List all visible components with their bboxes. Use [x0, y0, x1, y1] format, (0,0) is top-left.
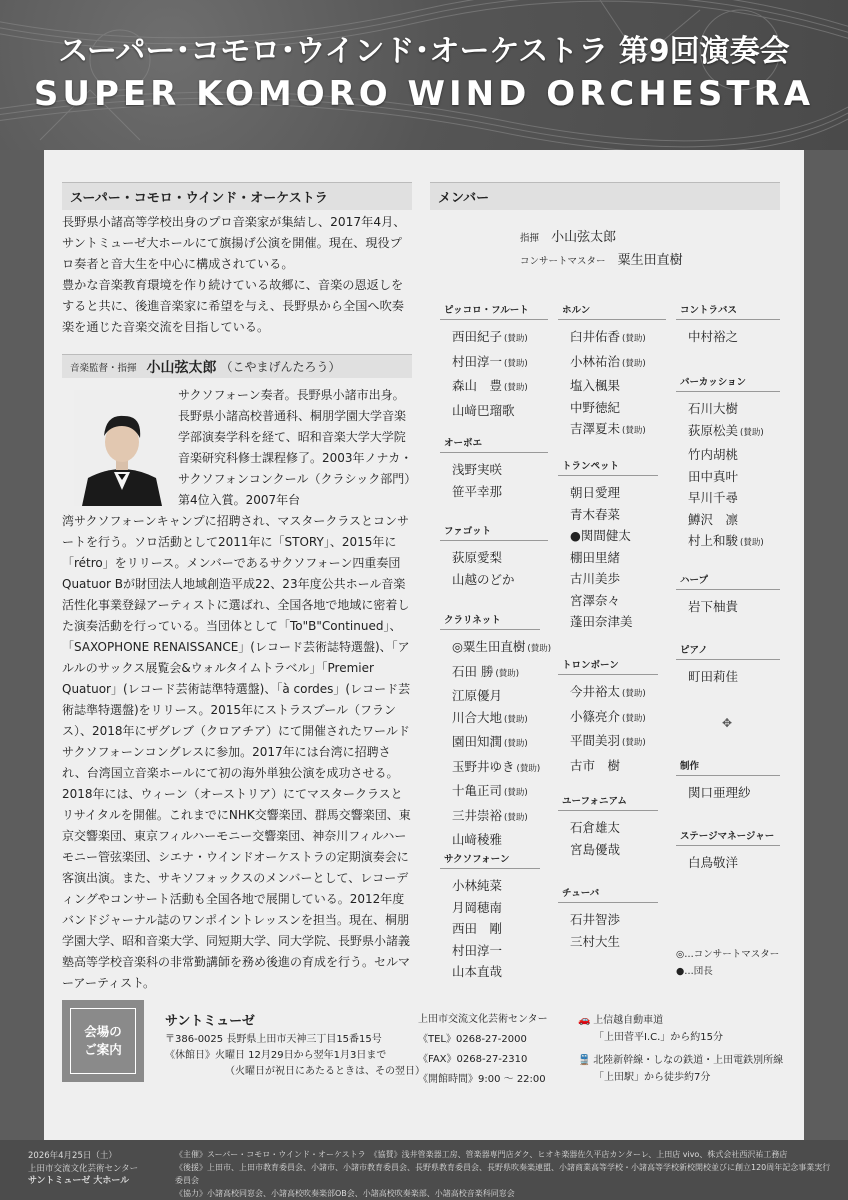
- player-entry: [570, 755, 658, 777]
- player-name: 西田紀子: [452, 329, 503, 344]
- player-name: 石川大樹: [688, 401, 739, 416]
- player-name: 岩下柚貴: [688, 599, 739, 614]
- player-name: 山越のどか: [452, 571, 515, 587]
- player-entry: [570, 706, 658, 731]
- player-entry: [452, 731, 540, 756]
- player-entry: [452, 897, 540, 919]
- player-name: 笹平幸那: [452, 483, 503, 499]
- player-name: 古川美歩: [570, 571, 621, 586]
- footer-cooperation: 《協力》小諸高校同窓会、小諸高校吹奏楽部OB会、小諸高校吹奏楽部、小諸高校音楽科同窓会: [175, 1189, 515, 1198]
- player-support-mark: (賛助): [504, 383, 528, 393]
- player-entry: [452, 756, 540, 781]
- venue-box-label-1: 会場の: [84, 1024, 122, 1039]
- instrument-section-heading: クラリネット: [440, 612, 540, 630]
- player-name: 白鳥敬洋: [688, 855, 739, 870]
- concert-title: スーパー･コモロ･ウインド･オーケストラ 第9回演奏会: [58, 34, 790, 69]
- conductor-member-name: 小山弦太郎: [551, 230, 617, 245]
- access-train-1: 北陸新幹線・しなの鉄道・上田電鉄別所線: [593, 1055, 784, 1066]
- player-entry: [570, 817, 658, 839]
- player-entry: [688, 466, 780, 488]
- player-name: 塩入楓果: [570, 378, 621, 393]
- orchestra-intro: [62, 212, 412, 338]
- player-name: 村田淳一: [452, 353, 503, 369]
- members-heading: メンバー: [430, 182, 780, 210]
- player-name: 山﨑稜雅: [452, 832, 503, 847]
- player-entry: [570, 326, 666, 351]
- instrument-section-heading: ファゴット: [440, 523, 548, 541]
- player-name: 中村裕之: [688, 329, 739, 344]
- instrument-section: [676, 642, 780, 688]
- player-name: 山﨑巴瑠歌: [452, 402, 515, 418]
- player-entry: [452, 829, 540, 851]
- player-entry: [688, 530, 780, 555]
- player-support-mark: (賛助): [495, 668, 520, 679]
- legend-leader: ●…団長: [676, 966, 713, 977]
- venue-access: [578, 1012, 783, 1086]
- player-name: 吉澤夏未: [570, 421, 621, 436]
- player-name: 園田知潤: [452, 734, 503, 749]
- player-entry: [688, 487, 780, 509]
- legend-concertmaster: ◎…コンサートマスター: [676, 949, 780, 960]
- player-name: 鱒沢 凛: [688, 511, 739, 527]
- header-banner: [0, 0, 848, 150]
- player-name: 中野徳紀: [570, 399, 621, 415]
- instrument-section: [440, 612, 552, 851]
- player-support-mark: (賛助): [622, 689, 646, 699]
- player-entry: [688, 326, 780, 348]
- footer-credits: [175, 1148, 835, 1200]
- conductor-bio-top: サクソフォーン奏者。長野県小諸市出身。長野県小諸高校普通科、桐朋学園大学音楽学部演奏学科を経て、昭和音楽大学大学院音楽研究科修士課程修了。2003年ノナカ・サクソフォンコンクール（クラシック部門）第4位入賞。2007年台: [178, 388, 413, 507]
- player-support-mark: (賛助): [740, 427, 764, 438]
- player-entry: [570, 611, 658, 633]
- player-name: 青木春菜: [570, 506, 621, 522]
- player-support-mark: (賛助): [622, 426, 646, 436]
- instrument-section-heading: ホルン: [558, 302, 666, 320]
- player-entry: [452, 875, 540, 897]
- player-name: 玉野井ゆき: [452, 758, 515, 774]
- venue-tel: 《TEL》0268-27-2000: [418, 1034, 527, 1045]
- player-name: 西田 剛: [452, 921, 503, 936]
- player-entry: [688, 509, 780, 531]
- instrument-section-heading: トロンボーン: [558, 657, 658, 675]
- player-support-mark: (賛助): [516, 763, 541, 774]
- player-name: 三井崇裕: [452, 807, 503, 823]
- player-entry: [688, 666, 780, 688]
- player-entry: [570, 681, 658, 706]
- player-entry: [452, 918, 540, 940]
- train-icon: 🚆: [578, 1055, 591, 1066]
- player-support-mark: (賛助): [622, 358, 646, 369]
- instrument-section-heading: ユーフォニアム: [558, 793, 658, 811]
- player-name: ●関間健太: [570, 528, 631, 543]
- player-entry: [570, 525, 658, 547]
- right-margin: [804, 150, 848, 1140]
- player-name: 平間美羽: [570, 733, 621, 748]
- instrument-section: [676, 572, 780, 618]
- footer-support: 《後援》上田市、上田市教育委員会、小諸市、小諸市教育委員会、長野県教育委員会、長野県吹奏楽連盟、小諸商業高等学校・小諸高等学校新校開校並びに創立120周年記念事業実行委員会: [175, 1163, 831, 1185]
- player-entry: [452, 326, 548, 351]
- conductor-photo: [74, 390, 170, 506]
- player-name: 町田莉佳: [688, 669, 739, 684]
- player-entry: [688, 852, 780, 874]
- player-name: 荻原松美: [688, 422, 739, 438]
- members-conductor: [520, 226, 616, 245]
- player-support-mark: (賛助): [527, 644, 552, 654]
- player-name: 江原優月: [452, 688, 503, 703]
- player-entry: [570, 730, 658, 755]
- player-entry: [688, 596, 780, 618]
- player-entry: [570, 397, 666, 419]
- orchestra-name-english: SUPER KOMORO WIND ORCHESTRA: [33, 74, 815, 114]
- player-entry: [452, 481, 548, 503]
- player-support-mark: (賛助): [622, 738, 646, 748]
- player-entry: [570, 931, 658, 953]
- venue-contact: [418, 1010, 548, 1090]
- concertmaster-name: 粟生田直樹: [617, 253, 683, 268]
- instrument-section: [676, 302, 780, 348]
- instrument-section-heading: サクソフォーン: [440, 851, 540, 869]
- player-entry: [570, 351, 666, 376]
- player-support-mark: (賛助): [504, 358, 528, 369]
- player-entry: [452, 375, 548, 400]
- player-support-mark: (賛助): [740, 538, 764, 548]
- footer-event-info: [28, 1150, 138, 1188]
- player-support-mark: (賛助): [622, 713, 646, 724]
- orchestra-intro-text: 長野県小諸高等学校出身のプロ音楽家が集結し、2017年4月、サントミューゼ大ホールにて旗揚げ公演を開催。現在、現役プロ奏者と音大生を中心に構成されている。 豊かな音楽教育環境を作り続けている故郷に、音楽の恩返しをすると共に、後進音楽家に希望を与え、長野県から全国へ吹奏楽を通じた音楽交流を目指している。: [62, 215, 406, 334]
- player-support-mark: (賛助): [504, 739, 528, 749]
- player-entry: [570, 418, 666, 443]
- player-name: 関口亜理紗: [688, 785, 751, 800]
- player-entry: [452, 400, 548, 422]
- instrument-section-heading: 制作: [676, 758, 780, 776]
- player-support-mark: (賛助): [504, 714, 528, 725]
- instrument-section-heading: ハープ: [676, 572, 780, 590]
- player-name: 棚田里緒: [570, 549, 621, 565]
- player-name: 山本直哉: [452, 964, 503, 979]
- player-name: 村田淳一: [452, 942, 503, 958]
- player-name: 石井智渉: [570, 912, 621, 927]
- player-name: 川合大地: [452, 709, 503, 725]
- player-support-mark: (賛助): [504, 334, 528, 344]
- venue-hours: 《開館時間》9:00 〜 22:00: [418, 1074, 546, 1085]
- player-entry: [452, 940, 540, 962]
- venue-address: 〒386-0025 長野県上田市天神三丁目15番15号: [165, 1034, 382, 1045]
- left-margin: [0, 150, 44, 1140]
- player-entry: [688, 444, 780, 466]
- player-entry: [452, 459, 548, 481]
- venue-center: 上田市交流文化芸術センター: [418, 1014, 548, 1025]
- player-name: 竹内胡桃: [688, 447, 739, 462]
- player-name: ◎粟生田直樹: [452, 639, 526, 654]
- instrument-section: [440, 302, 548, 421]
- access-car-2: 「上田菅平I.C.」から約15分: [594, 1032, 724, 1043]
- player-entry: [570, 909, 658, 931]
- footer: [0, 1140, 848, 1200]
- access-train-2: 「上田駅」から徒歩約7分: [594, 1072, 711, 1083]
- conductor-label: 指揮: [520, 233, 540, 244]
- player-entry: [452, 780, 540, 805]
- instrument-section-heading: コントラバス: [676, 302, 780, 320]
- venue-guide-box: [62, 1000, 144, 1082]
- player-entry: [570, 482, 658, 504]
- player-name: 三村大生: [570, 933, 621, 949]
- player-name: 月岡穂南: [452, 899, 503, 915]
- instrument-section: [440, 435, 548, 502]
- player-name: 石田 勝: [452, 663, 494, 679]
- player-name: 古市 樹: [570, 757, 621, 773]
- player-support-mark: (賛助): [504, 788, 528, 798]
- player-entry: [570, 839, 658, 861]
- conductor-role: 音楽監督・指揮: [70, 362, 137, 374]
- player-entry: [688, 398, 780, 420]
- concertmaster-label: コンサートマスター: [520, 256, 606, 267]
- instrument-section: [676, 758, 780, 804]
- player-name: 小林祐治: [570, 353, 621, 369]
- player-name: 早川千尋: [688, 490, 739, 505]
- player-name: 小篠亮介: [570, 708, 621, 724]
- player-name: 村上和駿: [688, 533, 739, 548]
- footer-hall-2: サントミューゼ 大ホール: [28, 1176, 130, 1186]
- instrument-section: [558, 885, 658, 952]
- instrument-section: [558, 657, 658, 776]
- conductor-heading: [62, 354, 412, 378]
- car-icon: 🚗: [578, 1015, 591, 1026]
- player-name: 十亀正司: [452, 783, 503, 798]
- instrument-section: [676, 374, 780, 555]
- player-name: 宮澤奈々: [570, 592, 621, 608]
- player-name: 朝日愛理: [570, 485, 621, 500]
- instrument-section-heading: ステージマネージャー: [676, 828, 780, 846]
- player-entry: [452, 547, 548, 569]
- instrument-section-heading: トランペット: [558, 458, 658, 476]
- player-name: 宮島優哉: [570, 841, 621, 857]
- instrument-section: [558, 302, 666, 443]
- player-entry: [688, 782, 780, 804]
- player-entry: [570, 547, 658, 569]
- instrument-section-heading: パーカッション: [676, 374, 780, 392]
- player-name: 小林純菜: [452, 878, 503, 893]
- instrument-section-heading: ピッコロ・フルート: [440, 302, 548, 320]
- player-entry: [688, 420, 780, 445]
- player-entry: [452, 351, 548, 376]
- footer-hall-1: 上田市交流文化芸術センター: [28, 1163, 139, 1174]
- instrument-section: [558, 458, 658, 633]
- venue-box-label-2: ご案内: [84, 1042, 122, 1057]
- player-entry: [452, 661, 540, 686]
- player-name: 今井裕太: [570, 684, 621, 699]
- player-name: 臼井佑香: [570, 329, 621, 344]
- player-name: 石倉雄太: [570, 820, 621, 835]
- instrument-section: [440, 851, 540, 983]
- player-name: 荻原愛梨: [452, 550, 503, 565]
- venue-closed: 《休館日》火曜日 12月29日から翌年1月3日まで: [165, 1050, 387, 1061]
- player-support-mark: (賛助): [504, 812, 528, 823]
- player-entry: [452, 805, 540, 830]
- player-entry: [452, 636, 552, 661]
- footer-date: 2026年4月25日（土）: [28, 1151, 117, 1161]
- player-entry: [452, 961, 540, 983]
- player-name: 蓬田奈津美: [570, 614, 633, 629]
- venue-name: サントミューゼ: [165, 1014, 255, 1029]
- player-name: 田中真叶: [688, 468, 739, 484]
- conductor-bio-main: 湾サクソフォーンキャンプに招聘され、マスタークラスとコンサートを行う。ソロ活動として2011年に「STORY」、2015年に「rétro」をリリース。メンバーであるサクソフォーン四重奏団Quatuor Bが財団法人地域創造平成22、23年度公共ホール音楽活性化事業登録アーティストに選ばれ、全国各地で地域に密着した演奏活動を行っている。当団体として「To"B"Continued」、「SAXOPHONE RENAISSANCE」(レコード芸術誌特選盤)、「アルルのサックス展覧会&ウォルタイムトラベル」「Premier Quatuor」(レコード芸術誌準特選盤)、「à cordes」(レコード芸術誌準特選盤)をリリース。2015年にストラスブール（フランス）、2018年にザグレブ（クロアチア）にて開催されたワールドサクソフォーンコングレスに参加。2017年には台湾に招聘され、台湾国立音楽ホールにて初の海外単独公演を成功させる。2018年には、ウィーン（オーストリア）にてマスタークラスとリサイタルを開催。これまでにNHK交響楽団、群馬交響楽団、東京交響楽団、東京フィルハーモニー交響楽団、神奈川フィルハーモニー管弦楽団、シエナ・ウインドオーケストラの定期演奏会に客演出演。また、サキソフォックスのメンバーとして、レコーディングやコンサート活動も全国各地で展開している。2012年度バンドジャーナル誌のワンポイントレッスンを担当。現在、桐朋学園大学、昭和音楽大学、同短期大学、同大学院、長野県小諸義塾高等学校音楽科の非常勤講師を務め後進の育成を行う。セルマーアーティスト。: [62, 514, 411, 990]
- player-entry: [570, 590, 658, 612]
- player-entry: [452, 569, 548, 591]
- conductor-kana: （こやまげんたろう）: [220, 360, 341, 374]
- player-entry: [570, 568, 658, 590]
- player-entry: [452, 685, 540, 707]
- conductor-name: 小山弦太郎: [146, 359, 217, 376]
- player-entry: [570, 504, 658, 526]
- members-concertmaster: [520, 249, 683, 268]
- player-entry: [570, 375, 666, 397]
- player-entry: [452, 707, 540, 732]
- venue-closed-note: （火曜日が祝日にあたるときは、その翌日）: [225, 1066, 425, 1077]
- diamond-ornament-icon: ✥: [722, 716, 733, 730]
- instrument-section-heading: ピアノ: [676, 642, 780, 660]
- venue-address-block: [165, 1032, 425, 1080]
- instrument-section: [440, 523, 548, 590]
- instrument-section: [676, 828, 780, 874]
- legend: [676, 946, 779, 980]
- orchestra-heading: スーパー・コモロ・ウインド・オーケストラ: [62, 182, 412, 210]
- player-name: 浅野実咲: [452, 462, 503, 477]
- player-name: 森山 豊: [452, 378, 503, 393]
- venue-fax: 《FAX》0268-27-2310: [418, 1054, 528, 1065]
- footer-sponsors: 《主催》スーパー・コモロ・ウインド・オーケストラ 《協賛》浅井管楽器工房、管楽器専門店ダク、ヒオキ楽器佐久平店カンターレ、上田店 vivo、株式会社西沢祐工務店: [175, 1150, 788, 1159]
- instrument-section: [558, 793, 658, 860]
- instrument-section-heading: チューバ: [558, 885, 658, 903]
- instrument-section-heading: オーボエ: [440, 435, 548, 453]
- access-car-1: 上信越自動車道: [593, 1015, 664, 1026]
- player-support-mark: (賛助): [622, 334, 646, 344]
